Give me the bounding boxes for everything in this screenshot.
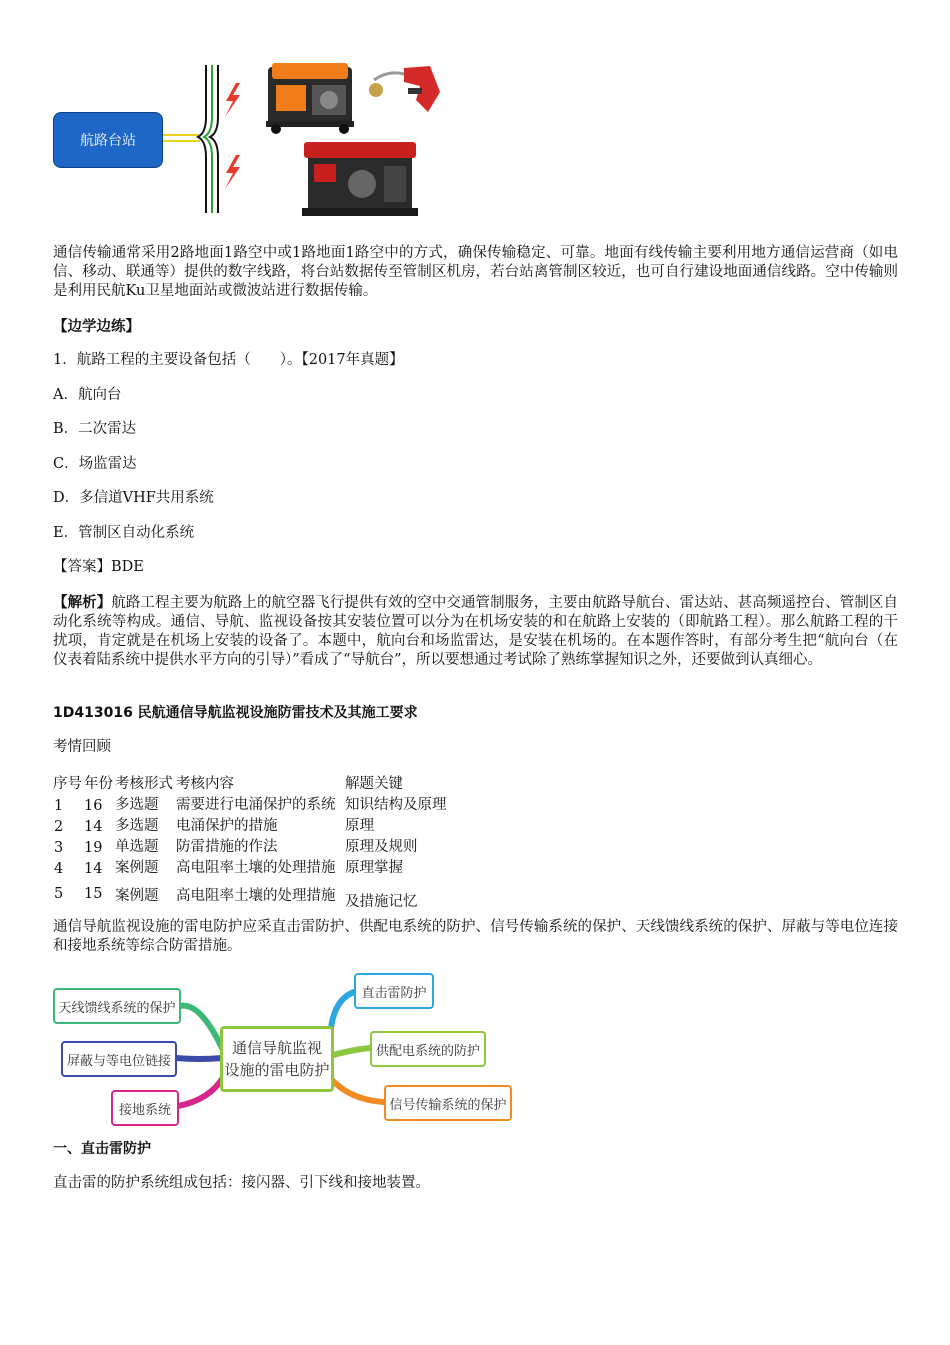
- table-cell: 多选题: [115, 818, 159, 834]
- mindmap-center-line-1: 通信导航监视: [231, 1039, 322, 1057]
- section-heading: 1D413016 民航通信导航监视设施防雷技术及其施工要求: [53, 705, 418, 721]
- table-cell: 15: [84, 886, 103, 902]
- analysis-label: 【解析】: [53, 594, 112, 611]
- table-header-row: [53, 772, 447, 793]
- table-row: [53, 835, 447, 856]
- table-cell: 14: [84, 819, 103, 835]
- subsection-heading: 一、直击雷防护: [53, 1141, 151, 1157]
- table-cell: 2: [54, 819, 64, 835]
- table-cell: 案例题: [115, 860, 159, 876]
- exam-table: [53, 772, 447, 911]
- table-cell: 多选题: [115, 797, 159, 813]
- intro-paragraph: 通信传输通常采用2路地面1路空中或1路地面1路空中的方式，确保传输稳定、可靠。地面有线传输主要利用地方通信运营商（如电信、移动、联通等）提供的数字线路，将台站数据传至管制区机房，若台站离管制区较近，也可自行建设地面通信线路。空中传输则是利用民航Ku卫星地面站或微波站进行数据传输。: [53, 245, 898, 299]
- table-cell: 知识结构及原理: [345, 797, 447, 813]
- table-row: [53, 877, 447, 911]
- answer-text: 【答案】BDE: [53, 559, 144, 575]
- mindmap-node-label: 接地系统: [118, 1102, 171, 1118]
- table-cell: 及措施记忆: [345, 894, 418, 910]
- lightning-icon: [225, 83, 240, 117]
- station-label: 航路台站: [80, 133, 136, 149]
- table-cell: 原理掌握: [345, 860, 403, 876]
- table-header: 序号: [53, 776, 82, 792]
- lightning-paragraph: 通信导航监视设施的雷电防护应采直击雷防护、供配电系统的防护、信号传输系统的保护、天线馈线系统的保护、屏蔽与等电位连接和接地系统等综合防雷措施。: [53, 919, 898, 954]
- mindmap-node-direct-lightning: [354, 973, 434, 1009]
- table-cell: 需要进行电涌保护的系统: [176, 797, 336, 813]
- mindmap-center-node: [220, 1026, 334, 1092]
- table-cell: 19: [84, 840, 103, 856]
- table-cell: 高电阻率土壤的处理措施: [176, 860, 336, 876]
- table-row: [53, 793, 447, 814]
- table-header: 年份: [84, 776, 113, 792]
- analysis-text: 航路工程主要为航路上的航空器飞行提供有效的空中交通管制服务，主要由航路导航台、雷达站、甚高频遥控台、管制区自动化系统等构成。通信、导航、监视设备按其安装位置可以分为在机场安装的和在航路上安装的（即航路工程）。那么航路工程的干扰项，肯定就是在机场上安装的设备了。本题中，航向台和场监雷达，是安装在机场的。在本题作答时，有部分考生把“航向台（在仪表着陆系统中提供水平方向的引导）”看成了“导航台”，所以要想通过考试除了熟练掌握知识之外，还要做到认真细心。: [53, 595, 898, 668]
- station-box: [53, 112, 163, 168]
- lightning-icon: [225, 155, 240, 189]
- option-d: D．多信道VHF共用系统: [53, 490, 214, 506]
- table-cell: 单选题: [115, 839, 159, 855]
- mindmap-node-antenna: [53, 988, 181, 1024]
- table-cell: 电涌保护的措施: [176, 818, 278, 834]
- table-cell: 原理: [345, 818, 374, 834]
- table-header: 考核内容: [176, 776, 234, 792]
- table-cell: 原理及规则: [345, 839, 418, 855]
- table-row: [53, 856, 447, 877]
- generator-orange-image: [262, 55, 357, 135]
- option-c: C．场监雷达: [53, 456, 137, 472]
- option-a: A．航向台: [53, 387, 122, 403]
- table-cell: 案例题: [115, 887, 159, 904]
- practice-heading: 【边学边练】: [53, 318, 140, 335]
- exam-review-label: 考情回顾: [53, 739, 111, 755]
- table-header: 考核形式: [115, 776, 173, 792]
- option-b: B．二次雷达: [53, 421, 137, 437]
- mindmap-node-label: 天线馈线系统的保护: [58, 1000, 176, 1016]
- mindmap-node-signal: [384, 1085, 512, 1121]
- question-text: 1．航路工程的主要设备包括（ ）。【2017年真题】: [53, 352, 404, 368]
- table-row: [53, 814, 447, 835]
- mindmap-node-label: 直击雷防护: [361, 985, 427, 1001]
- table-cell: 16: [84, 798, 103, 814]
- mindmap-center-line-2: 设施的雷电防护: [224, 1061, 330, 1079]
- mindmap-node-grounding: [111, 1090, 179, 1126]
- table-cell: 3: [54, 840, 64, 856]
- table-cell: 4: [54, 861, 64, 877]
- generator-red-image: [300, 138, 420, 220]
- mindmap-node-power-supply: [370, 1031, 486, 1067]
- fuel-nozzle-image: [368, 62, 448, 120]
- mindmap-node-shielding: [61, 1041, 177, 1077]
- table-cell: 高电阻率土壤的处理措施: [176, 887, 336, 904]
- table-cell: 防雷措施的作法: [176, 839, 278, 855]
- mindmap-node-label: 信号传输系统的保护: [389, 1097, 507, 1113]
- option-e: E．管制区自动化系统: [53, 525, 195, 541]
- table-cell: 1: [54, 798, 64, 814]
- mindmap-node-label: 供配电系统的防护: [375, 1043, 480, 1059]
- table-header: 解题关键: [345, 776, 403, 792]
- direct-lightning-text: 直击雷的防护系统组成包括：接闪器、引下线和接地装置。: [53, 1175, 430, 1191]
- table-cell: 14: [84, 861, 103, 877]
- analysis-paragraph: [53, 593, 898, 670]
- mindmap-node-label: 屏蔽与等电位链接: [66, 1053, 171, 1069]
- table-cell: 5: [54, 886, 64, 902]
